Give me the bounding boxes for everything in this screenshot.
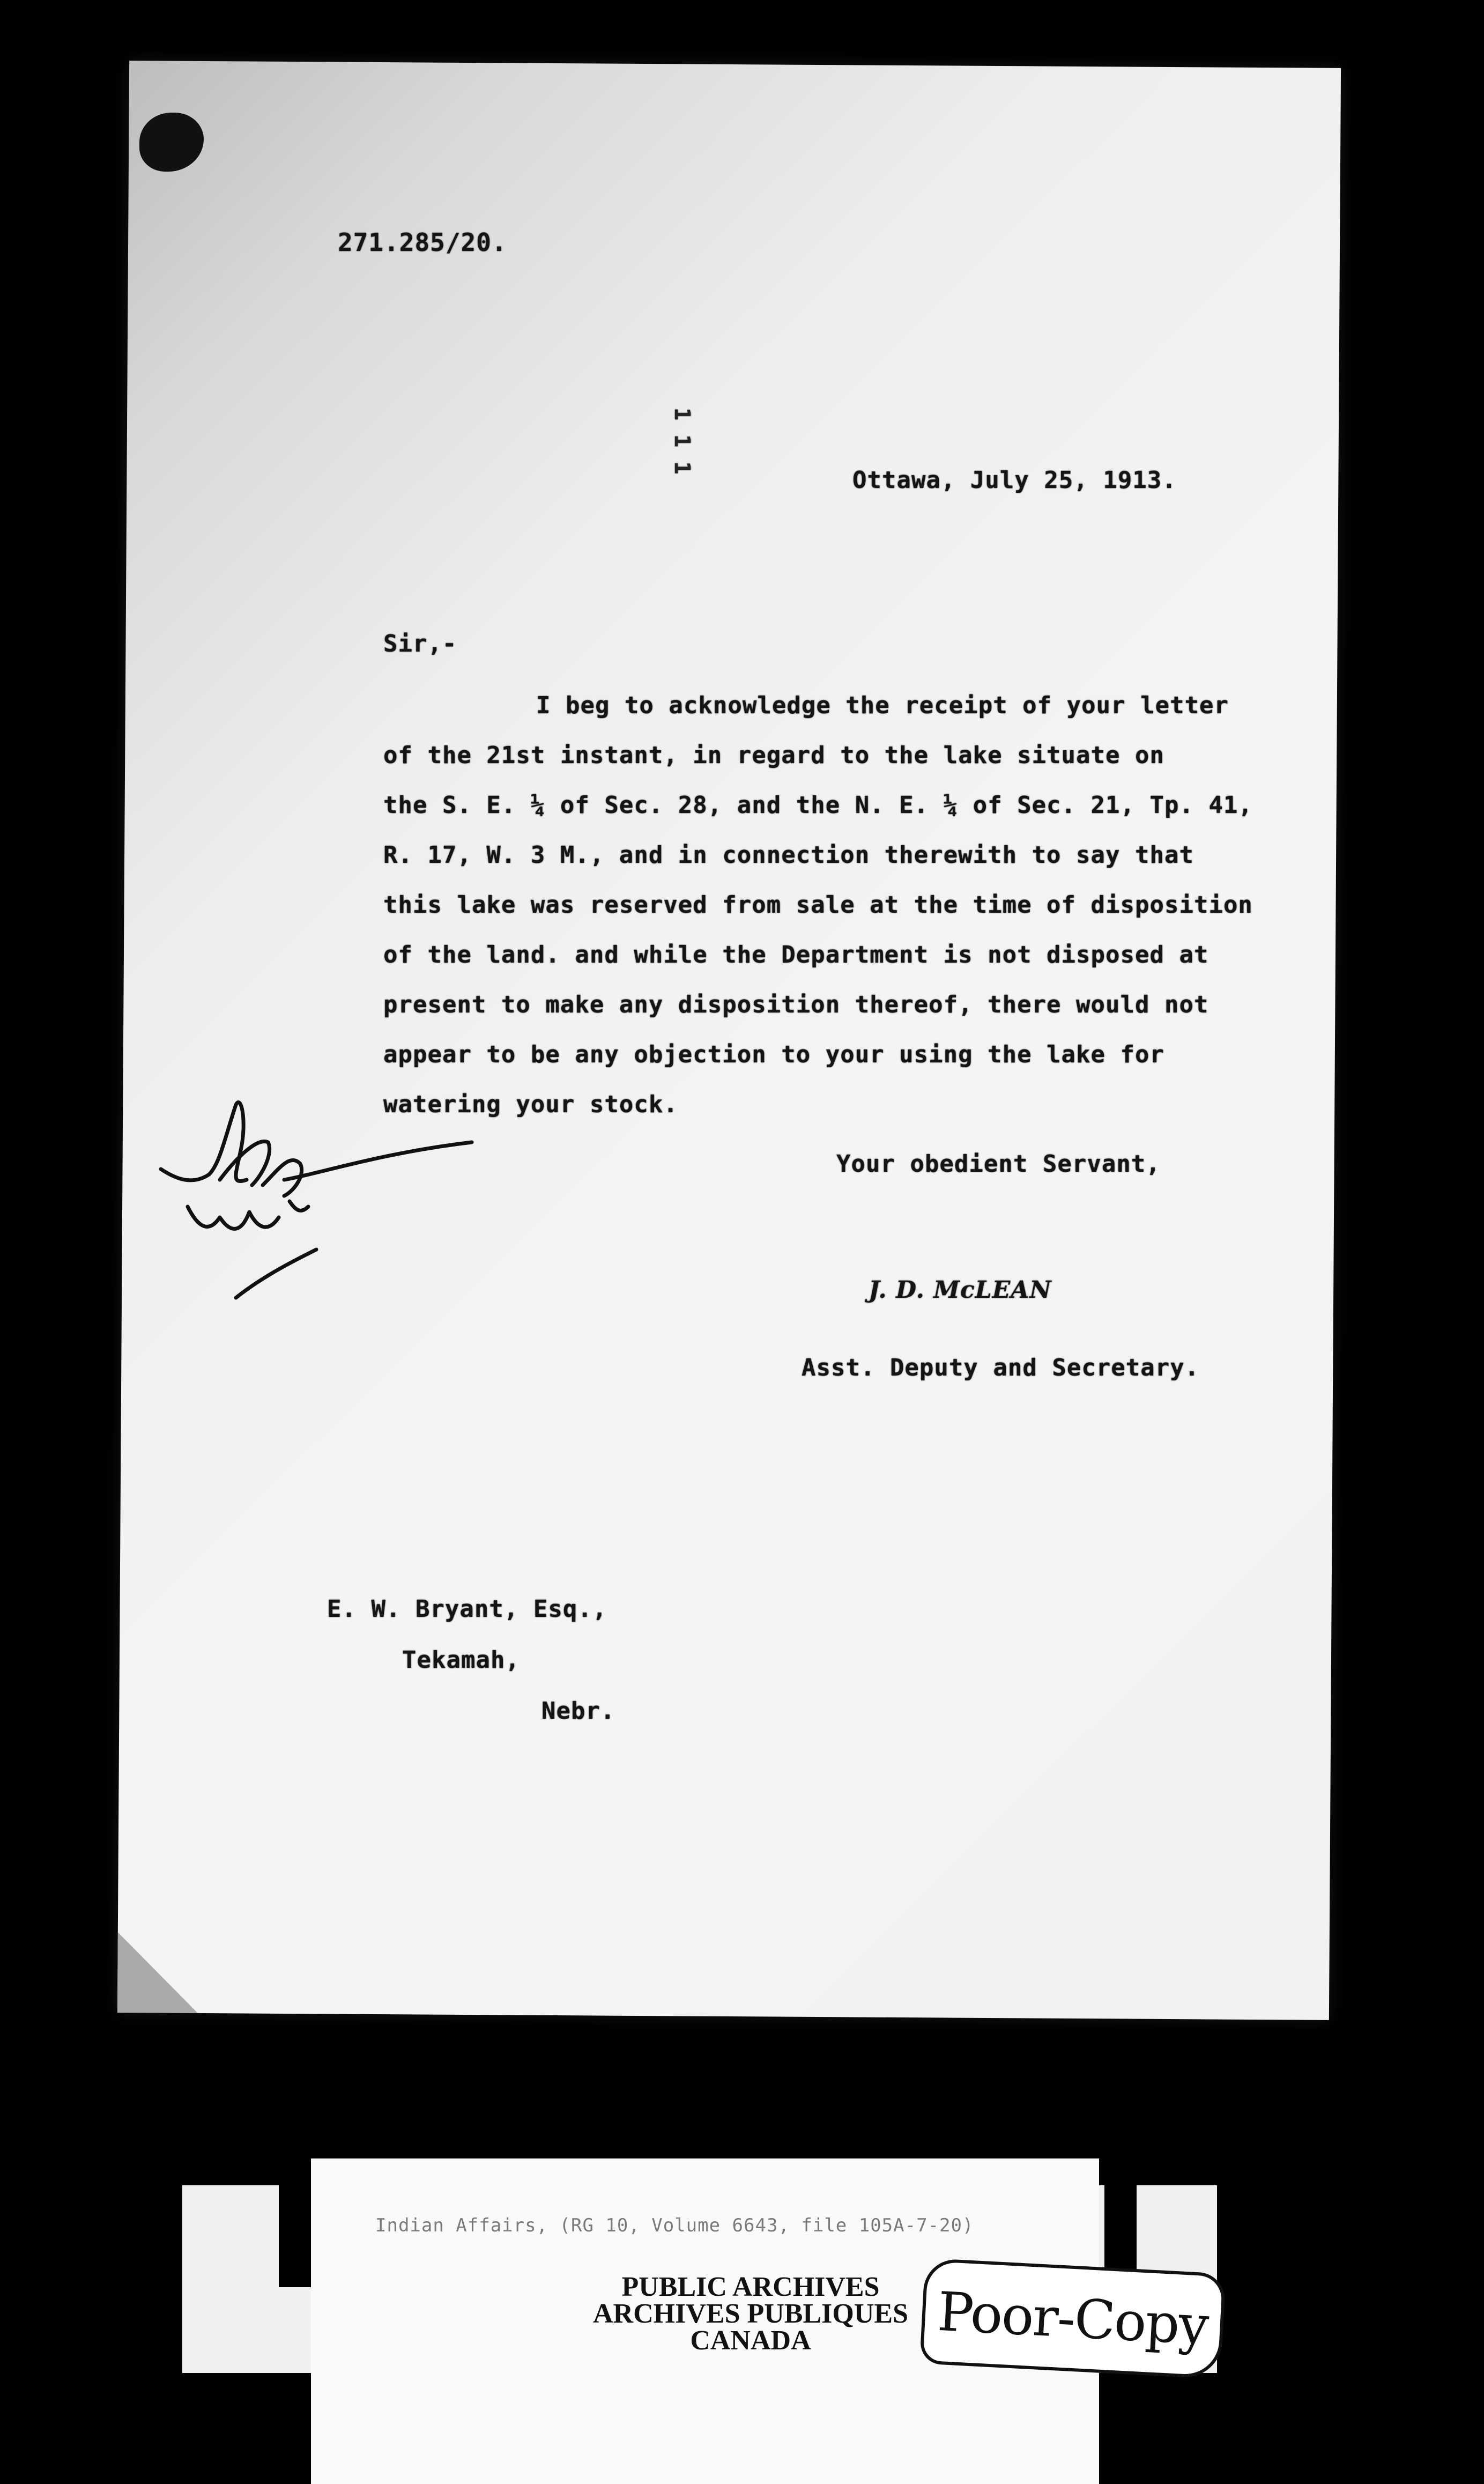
salutation: Sir,- — [383, 630, 457, 657]
archive-stamp-line: CANADA — [690, 2325, 811, 2356]
signature-title: Asst. Deputy and Secretary. — [802, 1354, 1200, 1381]
body-line: watering your stock. — [383, 1091, 678, 1118]
letter-sheet — [117, 61, 1341, 2020]
body-line: of the land. and while the Department is not disposed at — [383, 941, 1209, 969]
handwritten-initials-scrawl — [155, 1073, 488, 1319]
body-line: of the 21st instant, in regard to the lake situate on — [383, 742, 1164, 769]
body-line: present to make any disposition thereof, there would not — [383, 991, 1209, 1018]
address-line: Tekamah, — [402, 1646, 520, 1674]
poor-copy-stamp — [919, 2258, 1226, 2379]
body-line: this lake was reserved from sale at the time of disposition — [383, 891, 1253, 919]
archive-reference: Indian Affairs, (RG 10, Volume 6643, file 105A-7-20) — [375, 2215, 974, 2236]
archive-stamp-line: ARCHIVES PUBLIQUES — [592, 2298, 909, 2329]
signature: J. D. McLEAN — [869, 1276, 1052, 1304]
closing: Your obedient Servant, — [836, 1150, 1161, 1178]
body-line: R. 17, W. 3 M., and in connection therewith to say that — [383, 841, 1194, 869]
dateline: Ottawa, July 25, 1913. — [852, 467, 1177, 494]
address-line: E. W. Bryant, Esq., — [327, 1595, 607, 1623]
archive-stamp-line: PUBLIC ARCHIVES — [621, 2272, 880, 2302]
body-line: appear to be any objection to your using the lake for — [383, 1041, 1164, 1068]
body-line: I beg to acknowledge the receipt of your letter — [536, 692, 1229, 719]
poor-copy-text: Poor-Copy — [936, 2280, 1210, 2357]
stamp-marks: 1 1 1 — [670, 408, 694, 475]
body-line: the S. E. ¼ of Sec. 28, and the N. E. ¼ of Sec. 21, Tp. 41, — [383, 792, 1253, 819]
corner-fold — [117, 1932, 198, 2013]
file-number: 271.285/20. — [338, 228, 507, 257]
strip-notch — [279, 2185, 311, 2287]
address-line: Nebr. — [541, 1697, 615, 1725]
